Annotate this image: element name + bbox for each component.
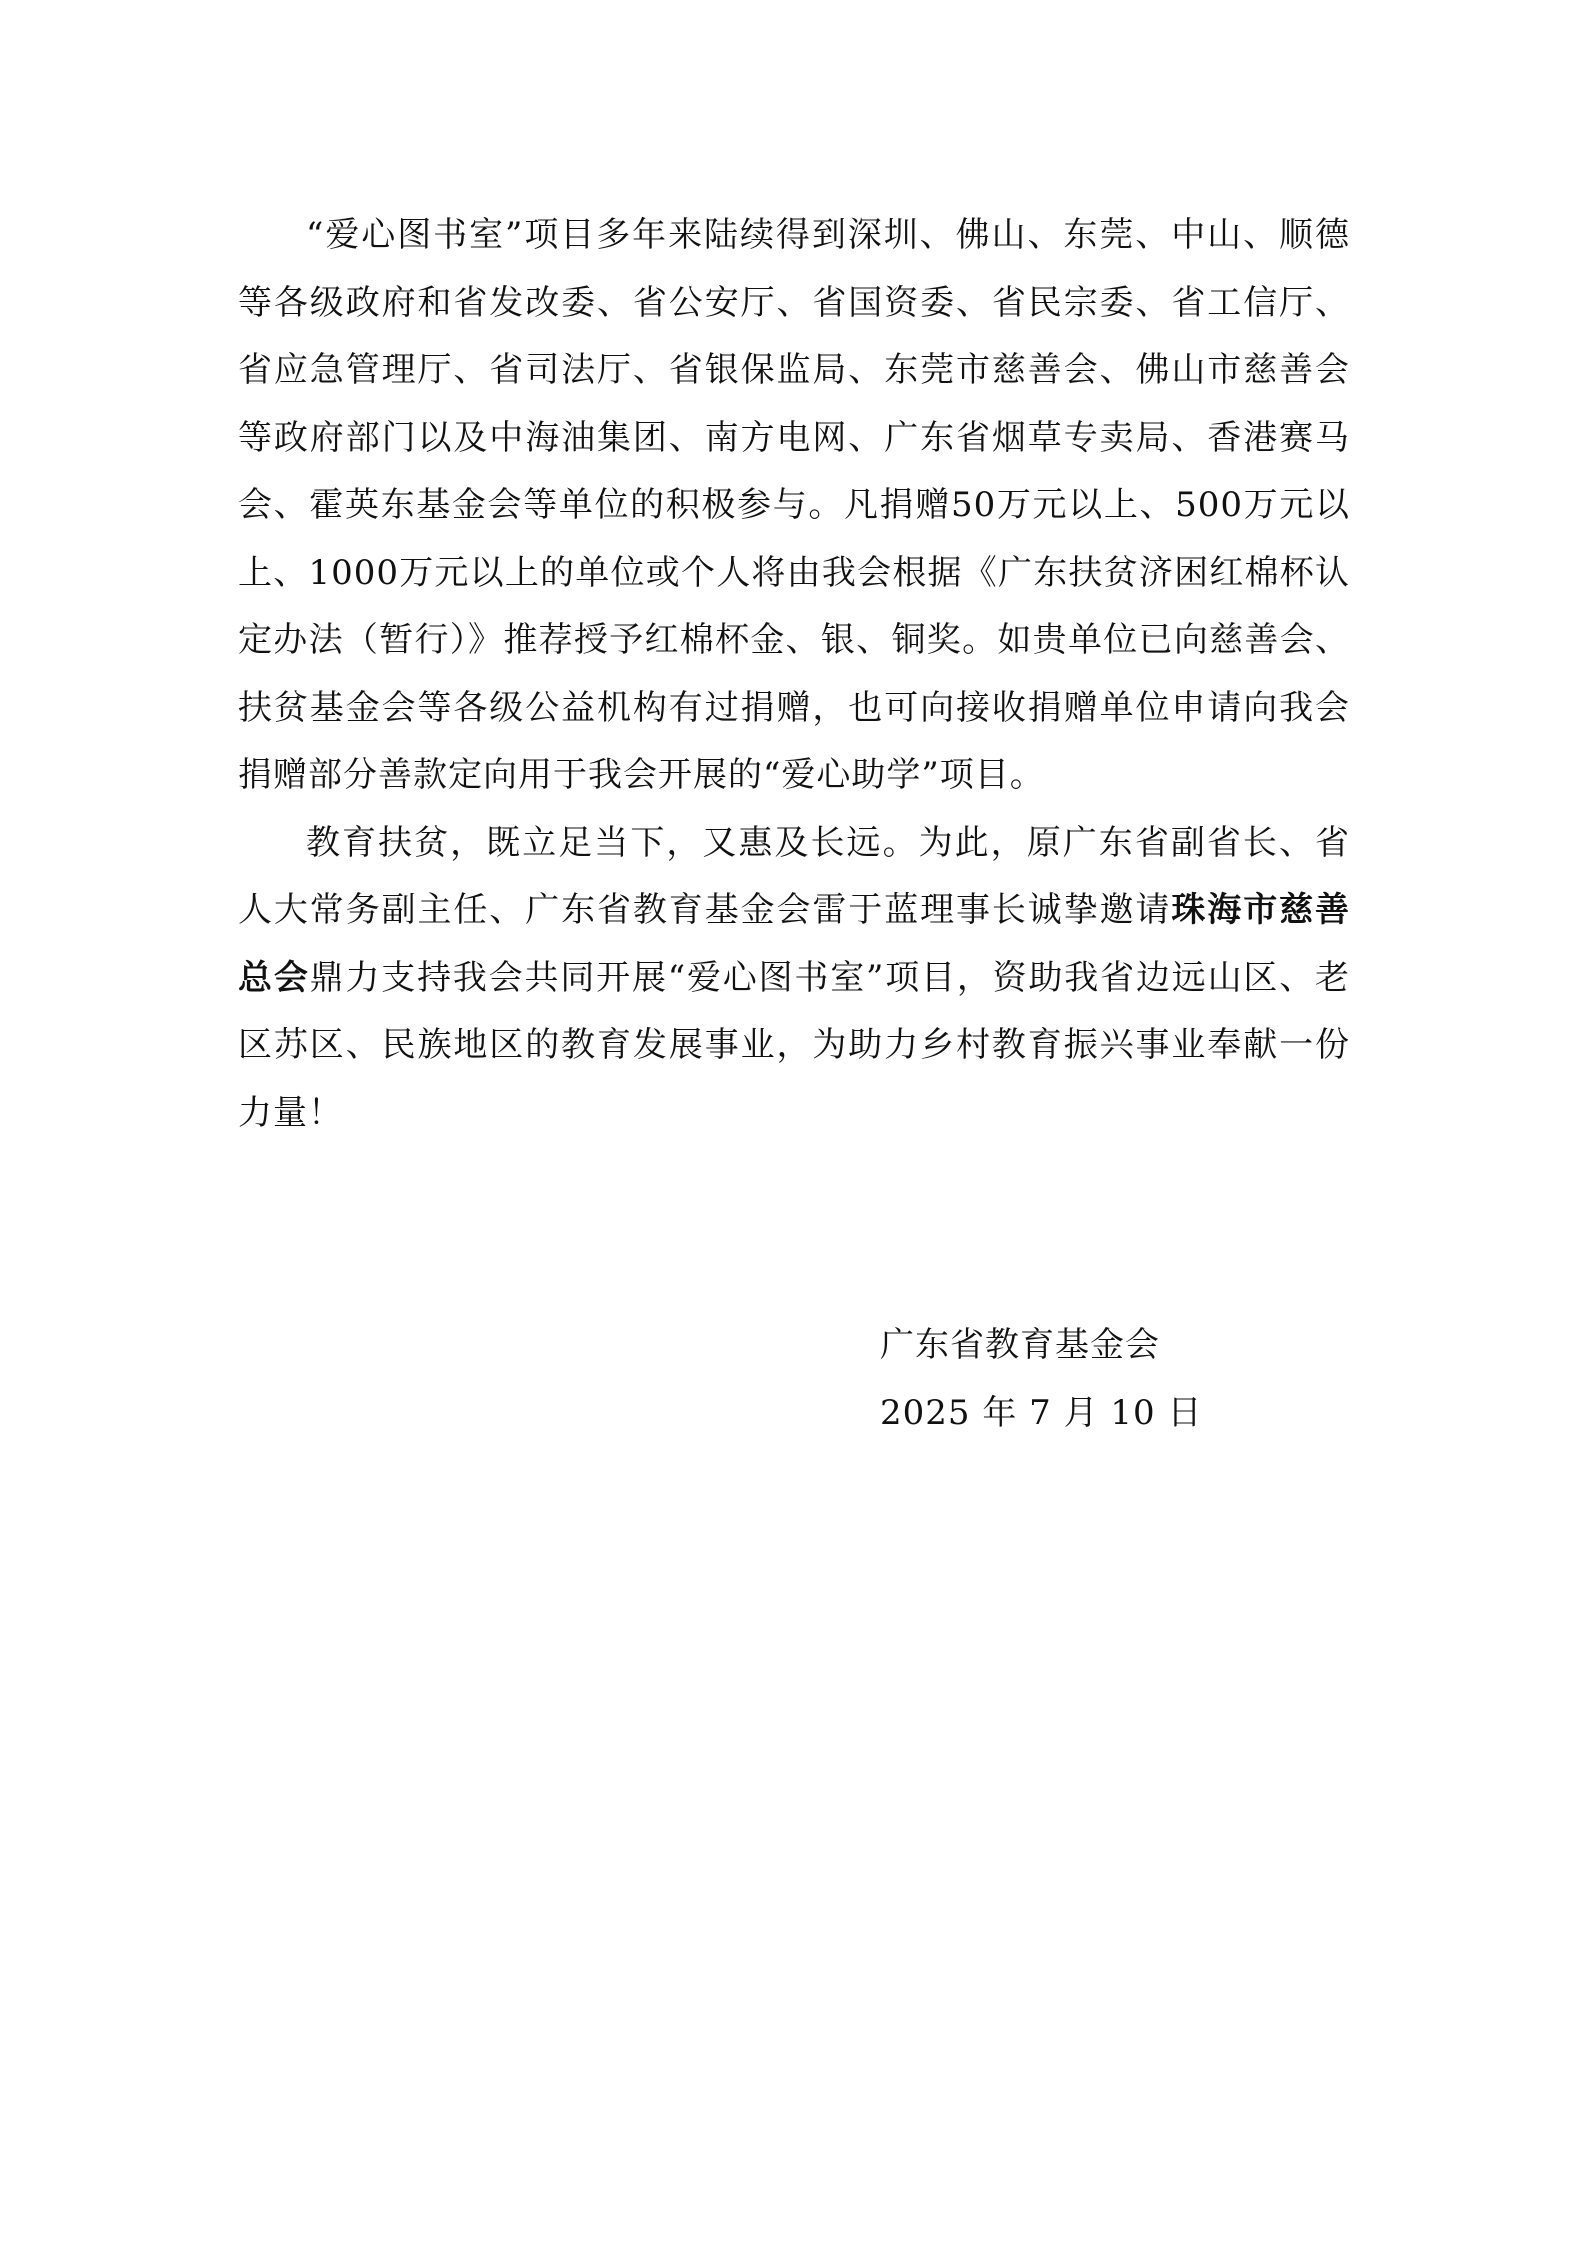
- signature-block: [880, 1312, 1202, 1447]
- invitation-text-end: 鼎力支持我会共同开展“爱心图书室”项目，资助我省边远山区、老区苏区、民族地区的教育发展事业，为助力乡村教育振兴事业奉献一份力量！: [238, 957, 1351, 1133]
- letter-body: [238, 202, 1350, 1147]
- signature-date: 2025 年 7 月 10 日: [880, 1392, 1203, 1433]
- paragraph-project-support: “爱心图书室”项目多年来陆续得到深圳、佛山、东莞、中山、顺德等各级政府和省发改委、省公安厅、省国资委、省民宗委、省工信厅、省应急管理厅、省司法厅、省银保监局、东莞市慈善会、佛山市慈善会等政府部门以及中海油集团、南方电网、广东省烟草专卖局、香港赛马会、霍英东基金会等单位的积极参与。凡捐赠50万元以上、500万元以上、1000万元以上的单位或个人将由我会根据《广东扶贫济困红棉杯认定办法（暂行）》推荐授予红棉杯金、银、铜奖。如贵单位已向慈善会、扶贫基金会等各级公益机构有过捐赠，也可向接收捐赠单位申请向我会捐赠部分善款定向用于我会开展的“爱心助学”项目。: [238, 215, 1350, 795]
- recipient-name: 珠海市慈善总会: [238, 890, 1351, 998]
- invitation-text-start: 教育扶贫，既立足当下，又惠及长远。为此，原广东省副省长、省人大常务副主任、广东省教育基金会雷于蓝理事长诚挚邀请: [238, 822, 1350, 930]
- signature-organization: 广东省教育基金会: [880, 1325, 1160, 1365]
- paragraph-invitation: [238, 810, 1350, 1148]
